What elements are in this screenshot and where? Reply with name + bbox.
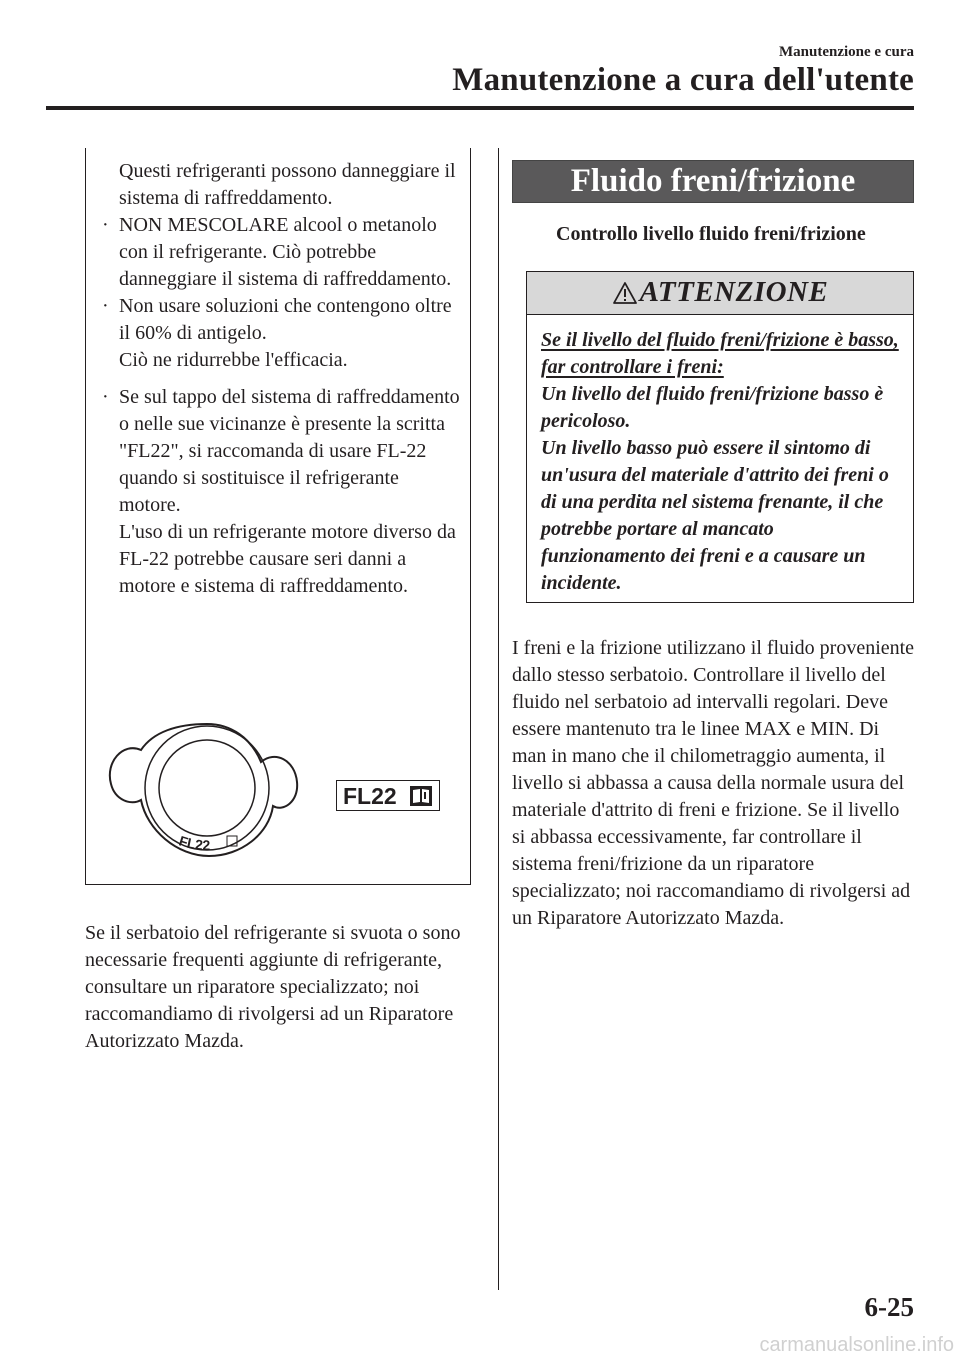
- caution-line-2: Un livello del fluido freni/frizione basso è pericoloso.: [541, 383, 884, 432]
- caution-text: [527, 315, 913, 597]
- warning-bullet-note: Ciò ne ridurrebbe l'efficacia.: [119, 349, 348, 371]
- cap-label: FL22: [177, 832, 211, 854]
- caution-header: [527, 272, 913, 315]
- warning-bullet-text: NON MESCOLARE alcool o metanolo con il refrigerante. Ciò potrebbe danneggiare il sistema di raffreddamento.: [119, 214, 452, 290]
- bullet-dot: ·: [102, 386, 109, 408]
- subheading: Controllo livello fluido freni/frizione: [556, 223, 866, 245]
- column-divider: [498, 148, 499, 1290]
- section-title-banner: Fluido freni/frizione: [512, 160, 914, 203]
- caution-label: ATTENZIONE: [639, 276, 829, 308]
- watermark: carmanualsonline.info: [759, 1334, 954, 1356]
- fl22-badge-text: FL22: [343, 783, 397, 809]
- running-header-title: Manutenzione a cura dell'utente: [452, 62, 914, 98]
- radiator-cap-illustration: [101, 722, 301, 862]
- brake-fluid-paragraph: I freni e la frizione utilizzano il fluido proveniente dallo stesso serbatoio. Controllare il livello del fluido nel serbatoio ad intervalli regolari. Deve essere mantenuto tra le linee MAX e MIN. Di man in mano che il chilometraggio aumenta, il livello si abbassa a causa della normale usura del materiale d'attrito di freni e frizione. Se il livello si abbassa eccessivamente, far controllare il sistema freni/frizione da un riparatore specializzato; noi raccomandiamo di rivolgersi ad un Riparatore Autorizzato Mazda.: [512, 637, 915, 929]
- bullet-dot: ·: [102, 214, 109, 236]
- warning-bullet-text: Non usare soluzioni che contengono oltre il 60% di antigelo.: [119, 295, 452, 344]
- warning-triangle-icon: [612, 281, 638, 305]
- warning-box-body: [102, 158, 464, 600]
- header-rule: [46, 106, 914, 110]
- running-header-section: Manutenzione e cura: [779, 44, 914, 60]
- warning-bullet-note: L'uso di un refrigerante motore diverso da FL-22 potrebbe causare seri danni a motore e sistema di raffreddamento.: [119, 521, 456, 597]
- fl22-badge: [336, 780, 440, 811]
- caution-box: [526, 271, 914, 603]
- warning-bullet-1: [102, 212, 464, 293]
- caution-line-3: Un livello basso può essere il sintomo di un'usura del materiale d'attrito dei freni o di una perdita nel sistema frenante, il che potrebbe portare al mancato funzionamento dei freni e a causare un incidente.: [541, 437, 889, 594]
- bullet-dot: ·: [102, 295, 109, 317]
- warning-box-continued: [85, 148, 471, 885]
- manual-book-icon: [409, 785, 433, 807]
- warning-bullet-text: Se sul tappo del sistema di raffreddamento o nelle sue vicinanze è presente la scritta "FL22", si raccomanda di usare FL-22 quando si sostituisce il refrigerante motore.: [119, 386, 460, 516]
- warning-bullet-2: [102, 293, 464, 374]
- warning-intro: Questi refrigeranti possono danneggiare il sistema di raffreddamento.: [119, 160, 456, 209]
- caution-underlined: Se il livello del fluido freni/frizione è basso, far controllare i freni:: [541, 329, 899, 378]
- coolant-paragraph: Se il serbatoio del refrigerante si svuota o sono necessarie frequenti aggiunte di refrigerante, consultare un riparatore specializzato; noi raccomandiamo di rivolgersi ad un Riparatore Autorizzato Mazda.: [85, 922, 461, 1052]
- warning-bullet-3: [102, 384, 464, 600]
- page-number: 6-25: [864, 1292, 914, 1322]
